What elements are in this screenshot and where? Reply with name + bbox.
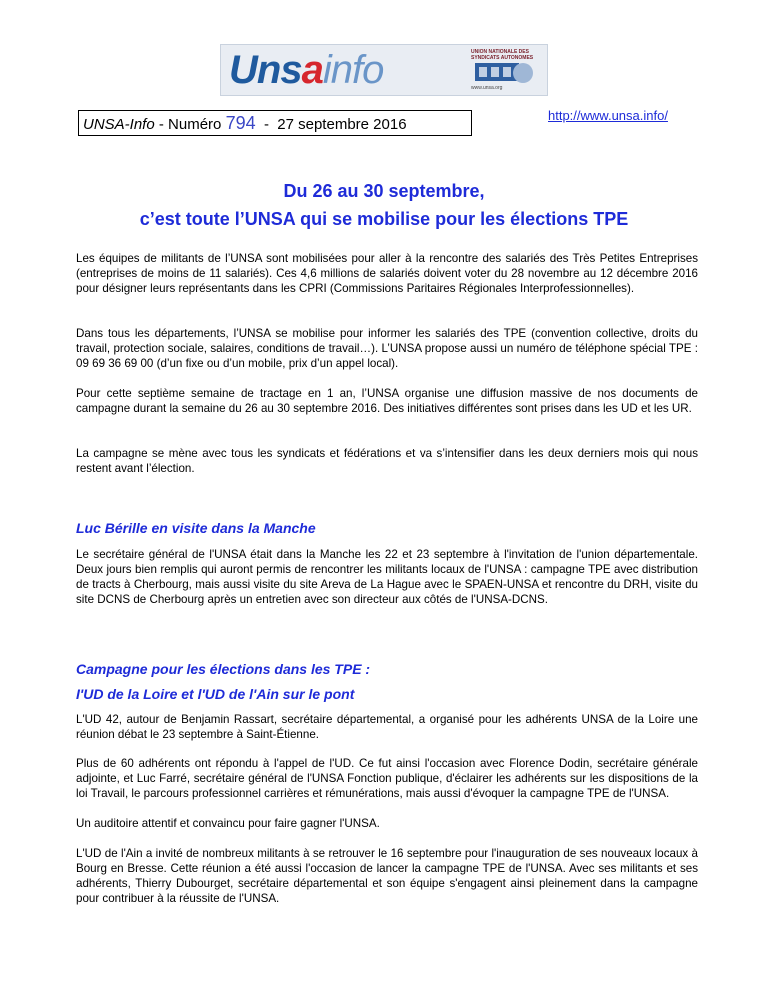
loire-paragraph-1: L'UD 42, autour de Benjamin Rassart, secrétaire départemental, a organisé pour les adhérents UNSA de la Loire une réunion débat le 23 septembre à Saint-Étienne. <box>76 713 698 741</box>
intro-paragraph-4: La campagne se mène avec tous les syndicats et fédérations et va s’intensifier dans les deux derniers mois qui nous restent avant l’élection. <box>76 447 698 475</box>
unsa-info-logo <box>220 44 548 96</box>
logo-wordmark <box>229 47 383 93</box>
site-link[interactable]: http://www.unsa.info/ <box>548 108 668 123</box>
issue-prefix: UNSA-Info <box>83 116 155 133</box>
intro-paragraph-2: Dans tous les départements, l’UNSA se mobilise pour informer les salariés des TPE (convention collective, droits du travail, protection sociale, salaires, conditions de travail…). L’UNSA propose aussi un numéro de téléphone spécial TPE : 09 69 36 69 00 (d’un fixe ou d’un mobile, prix d’un appel local). <box>76 327 698 370</box>
logo-url: www.unsa.org <box>471 85 503 91</box>
main-title-line1: Du 26 au 30 septembre, <box>283 181 485 201</box>
logo-a-text: a <box>301 48 323 92</box>
logo-unsa-text: Uns <box>229 48 302 92</box>
logo-info-text: info <box>322 48 384 92</box>
issue-number: 794 <box>225 113 256 133</box>
unsa-emblem-icon <box>471 49 539 91</box>
section-subheading-loire-ain: I'UD de la Loire et l'UD de l'Ain sur le pont <box>76 686 355 702</box>
loire-paragraph-2-end: Un auditoire attentif et convaincu pour faire gagner l'UNSA. <box>76 817 380 830</box>
manche-paragraph: Le secrétaire général de l'UNSA était dans la Manche les 22 et 23 septembre à l'invitation de l'union départementale. Deux jours bien remplis qui auront permis de rencontrer les militants locaux de l'UNSA : campagne TPE avec distribution de tracts à Cherbourg, mais aussi visite du site Areva de La Hague avec le SPAEN-UNSA et rencontre du DRH, visite du site DCNS de Cherbourg après un entretien avec son directeur aux côtés de l'UNSA-DCNS. <box>76 548 698 606</box>
intro-paragraph-1: Les équipes de militants de l’UNSA sont mobilisées pour aller à la rencontre des salariés des Très Petites Entreprises (entreprises de moins de 11 salariés). Ces 4,6 millions de salariés doivent voter du 28 novembre au 12 décembre 2016 pour désigner leurs représentants dans les CPRI (Commissions Paritaires Régionales Interprofessionnelles). <box>76 252 698 295</box>
main-title-line2: c’est toute l’UNSA qui se mobilise pour les élections TPE <box>139 209 629 229</box>
issue-header <box>78 110 472 136</box>
section-heading-manche: Luc Bérille en visite dans la Manche <box>76 520 316 536</box>
ain-paragraph: L'UD de l'Ain a invité de nombreux militants à se retrouver le 16 septembre pour l'inauguration de ses nouveaux locaux à Bourg en Bresse. Cette réunion a été aussi l'occasion de lancer la campagne TPE de l'UNSA. Avec ses militants et ses adhérents, Thierry Dubourget, secrétaire départemental et son équipe s'engagent ainsi pleinement dans la campagne pour contribuer à la réussite de l'UNSA. <box>76 847 698 905</box>
issue-date: - 27 septembre 2016 <box>255 116 407 133</box>
logo-tagline: UNION NATIONALE DES SYNDICATS AUTONOMES <box>471 49 534 61</box>
intro-paragraph-3: Pour cette septième semaine de tractage en 1 an, l’UNSA organise une diffusion massive de nos documents de campagne durant la semaine du 26 au 30 septembre 2016. Des initiatives différentes sont prises dans les UD et les UR. <box>76 387 698 415</box>
section-heading-tpe: Campagne pour les élections dans les TPE : <box>76 661 371 677</box>
loire-paragraph-2: Plus de 60 adhérents ont répondu à l'appel de l'UD. Ce fut ainsi l'occasion avec Florence Dodin, secrétaire générale adjointe, et Luc Farré, secrétaire général de l'UNSA Fonction publique, d'éclairer les adhérents sur les dispositions de la loi Travail, le parcours professionnel carrières et rémunérations, mais aussi d'évoquer la campagne TPE de l'UNSA. <box>76 757 698 800</box>
issue-label: - Numéro <box>154 116 226 133</box>
